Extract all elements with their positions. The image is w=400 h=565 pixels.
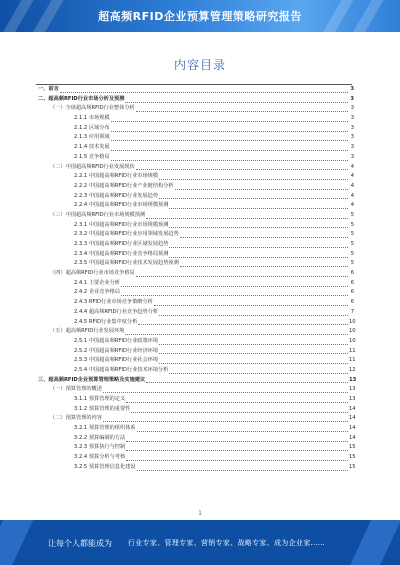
toc-entry-text: （二）预算管理的内容: [50, 415, 102, 422]
toc-leader-dots: [136, 106, 348, 112]
toc-leader-dots: [136, 164, 348, 170]
toc-entry[interactable]: [36, 337, 354, 347]
toc-entry-page: 6: [350, 279, 354, 286]
toc-entry-text: 3.1.2 预算管理的重要性: [74, 405, 131, 412]
toc-entry[interactable]: [36, 95, 354, 105]
toc-entry-text: （一）预算管理的概述: [50, 386, 102, 393]
toc-leader-dots: [169, 222, 348, 228]
toc-entry-text: 二、超高频RFID行业市场分析及预测: [38, 95, 125, 102]
toc-entry-page: 14: [349, 434, 356, 441]
toc-entry-page: 14: [349, 425, 356, 432]
toc-entry-text: 2.3.1 中国超高频RFID行业市场规模预测: [74, 221, 169, 228]
toc-entry-page: 4: [350, 182, 354, 189]
toc-entry-page: 4: [350, 173, 354, 180]
toc-entry[interactable]: [36, 279, 354, 289]
toc-entry-page: 5: [350, 241, 354, 247]
toc-entry[interactable]: [36, 163, 354, 173]
toc-leader-dots: [60, 87, 348, 93]
toc-leader-dots: [159, 174, 348, 180]
toc-entry[interactable]: [36, 230, 354, 240]
toc-entry-text: 2.3.2 中国超高频RFID行业应用领域发展趋势: [74, 231, 179, 238]
toc-entry-text: 2.4.1 主要企业分析: [74, 279, 120, 286]
toc-entry[interactable]: [36, 269, 354, 279]
toc-entry[interactable]: [36, 356, 354, 366]
toc-leader-dots: [111, 116, 348, 122]
toc-entry-page: 4: [350, 163, 354, 170]
toc-entry-text: 2.4.5 RFID行业集中度分析: [74, 318, 138, 325]
toc-entry-page: 14: [349, 415, 356, 422]
toc-entry-page: 7: [350, 308, 354, 315]
toc-entry-page: 6: [350, 270, 354, 277]
toc-entry-text: 2.1.3 应用领域: [74, 134, 110, 141]
toc-entry[interactable]: [36, 327, 354, 337]
toc-leader-dots: [154, 300, 348, 306]
toc-entry-page: 5: [350, 231, 354, 238]
toc-entry-text: 2.5.1 中国超高频RFID行业政策环境: [74, 337, 159, 344]
toc-leader-dots: [146, 213, 348, 219]
toc-entry[interactable]: [36, 347, 354, 357]
toc-entry-text: 2.5.4 中国超高频RFID行业技术环境分析: [74, 366, 169, 373]
toc-entry[interactable]: [36, 153, 354, 163]
toc-leader-dots: [169, 252, 348, 258]
toc-leader-dots: [111, 145, 348, 151]
toc-leader-dots: [125, 97, 348, 103]
toc-entry-text: 2.5.2 中国超高频RFID行业经济环境: [74, 347, 159, 354]
toc-leader-dots: [121, 281, 348, 287]
toc-entry[interactable]: [36, 182, 354, 192]
toc-entry[interactable]: [36, 201, 354, 211]
toc-leader-dots: [126, 397, 348, 403]
toc-entry-page: 5: [350, 250, 354, 257]
toc-entry[interactable]: [36, 124, 354, 134]
toc-entry[interactable]: [36, 385, 354, 395]
toc-entry-page: 3: [350, 115, 354, 122]
toc-entry-text: 2.1.1 市场规模: [74, 115, 110, 122]
toc-entry-text: 2.2.1 中国超高频RFID行业市场规模: [74, 173, 159, 180]
toc-entry-text: 2.2.2 中国超高频RFID行业产业链结构分析: [74, 182, 174, 189]
toc-leader-dots: [126, 445, 348, 451]
toc-entry[interactable]: [36, 259, 354, 269]
toc-entry-page: 3: [350, 124, 354, 131]
toc-entry-text: （五）超高频RFID行业发展环境: [50, 328, 125, 335]
toc-entry[interactable]: [36, 192, 354, 202]
toc-entry-page: 10: [349, 328, 356, 335]
toc-entry-text: 3.2.5 预算管理信息化建设: [74, 463, 136, 470]
toc-leader-dots: [159, 310, 348, 316]
toc-leader-dots: [137, 465, 348, 471]
footer-banner: [0, 520, 400, 565]
toc-entry[interactable]: [36, 133, 354, 143]
toc-entry-text: 2.2.3 中国超高频RFID行业发展趋势: [74, 192, 159, 199]
toc-entry-text: 2.3.3 中国超高频RFID行业区域发展趋势: [74, 241, 169, 247]
toc-entry-page: 3: [350, 153, 354, 160]
toc-leader-dots: [136, 271, 348, 277]
toc-entry-page: 3: [350, 86, 354, 92]
toc-leader-dots: [126, 455, 348, 461]
toc-entry[interactable]: [36, 414, 354, 424]
toc-leader-dots: [103, 416, 348, 422]
toc-entry-page: 13: [349, 396, 356, 402]
toc-leader-dots: [159, 339, 348, 345]
toc-leader-dots: [131, 407, 348, 413]
toc-entry-text: 2.4.3 RFID行业市场竞争策略分析: [74, 299, 153, 306]
toc-entry-text: 2.3.4 中国超高频RFID行业竞争格局预测: [74, 250, 169, 257]
toc-entry[interactable]: [36, 250, 354, 260]
toc-entry-text: 2.1.2 区域分布: [74, 124, 110, 131]
toc-leader-dots: [180, 232, 348, 238]
footer-slogan-left: 让每个人都能成为: [48, 539, 112, 548]
toc-entry[interactable]: [36, 211, 354, 221]
toc-entry[interactable]: [36, 85, 354, 95]
toc-entry-text: 3.1.1 预算管理的定义: [74, 396, 126, 402]
toc-entry[interactable]: [36, 376, 357, 386]
toc-leader-dots: [159, 358, 348, 364]
toc-entry-text: 3.2.4 预算分析与考核: [74, 454, 126, 461]
toc-entry[interactable]: [36, 318, 354, 328]
toc-entry[interactable]: [36, 424, 354, 434]
toc-entry[interactable]: [36, 405, 354, 415]
toc-entry-text: 3.2.3 预算执行与控制: [74, 444, 126, 451]
toc-leader-dots: [111, 126, 348, 132]
toc-entry-page: 5: [350, 211, 354, 218]
toc-entry-page: 13: [349, 386, 356, 393]
toc-leader-dots: [159, 348, 348, 354]
toc-entry[interactable]: [36, 434, 354, 444]
toc-entry[interactable]: [36, 453, 354, 463]
toc-entry-page: 5: [350, 260, 354, 267]
toc-entry-text: 2.2.4 中国超高频RFID行业市场规模预测: [74, 202, 169, 209]
toc-entry[interactable]: [36, 463, 354, 473]
toc-entry[interactable]: [36, 240, 354, 250]
toc-entry-text: （二）中国超高频RFID行业发展现状: [50, 163, 135, 170]
toc-entry[interactable]: [36, 366, 354, 376]
toc-leader-dots: [126, 436, 348, 442]
toc-entry-text: （一）全球超高频RFID行业整体分析: [50, 105, 135, 112]
toc-entry-text: 一、前言: [38, 86, 59, 92]
toc-leader-dots: [103, 387, 348, 393]
toc-entry[interactable]: [36, 395, 354, 405]
toc-entry-text: 2.5.3 中国超高频RFID行业社会环境: [74, 357, 159, 364]
toc-entry[interactable]: [36, 143, 354, 153]
toc-entry-page: 10: [349, 337, 356, 344]
toc-entry[interactable]: [36, 288, 354, 298]
toc-entry-page: 6: [350, 289, 354, 296]
toc-entry-page: 10: [349, 318, 356, 325]
toc-entry-page: 4: [350, 192, 354, 199]
toc-leader-dots: [138, 319, 348, 325]
toc-entry-page: 15: [349, 454, 356, 461]
toc-leader-dots: [121, 290, 348, 296]
toc-leader-dots: [111, 135, 348, 141]
toc-entry[interactable]: [36, 308, 354, 318]
toc-entry[interactable]: [36, 104, 354, 114]
header-banner: [0, 0, 400, 32]
toc-entry-page: 5: [350, 221, 354, 228]
toc-entry-page: 11: [349, 347, 356, 354]
toc-entry[interactable]: [36, 443, 354, 453]
toc-entry-page: 14: [349, 405, 356, 412]
toc-leader-dots: [180, 261, 348, 267]
toc-entry[interactable]: [36, 114, 354, 124]
toc-entry-page: 3: [350, 144, 354, 151]
footer-slogan-right: 行业专家、管理专家、营销专家、战略专家、成为企业家……: [128, 539, 326, 547]
toc-leader-dots: [137, 426, 348, 432]
report-title: 超高频RFID企业预算管理策略研究报告: [98, 10, 302, 23]
toc-entry-page: 3: [350, 95, 354, 102]
toc-entry-text: 2.1.5 竞争格局: [74, 153, 110, 160]
toc-entry-page: 3: [350, 134, 354, 141]
toc-leader-dots: [159, 193, 348, 199]
toc-heading: 内容目录: [173, 58, 226, 72]
toc-entry-page: 3: [350, 105, 354, 112]
toc-entry-text: 三、超高频RFID企业预算管理策略及实施建议: [38, 376, 146, 383]
toc-entry-text: 2.1.4 技术发展: [74, 144, 110, 151]
toc-entry-text: 2.4.4 超高频RFID行业竞争趋势分析: [74, 308, 159, 315]
toc-entry-text: 2.4.2 企业竞争格局: [74, 289, 120, 296]
toc-leader-dots: [169, 242, 348, 248]
toc-entry-text: （三）中国超高频RFID行业市场规模预测: [50, 211, 146, 218]
toc-entry[interactable]: [36, 298, 354, 308]
toc-leader-dots: [111, 155, 348, 161]
toc-entry-text: 2.3.5 中国超高频RFID行业技术发展趋势预测: [74, 260, 179, 267]
toc-leader-dots: [169, 203, 348, 209]
toc-entry-page: 15: [349, 463, 356, 470]
toc-entry-page: 13: [349, 376, 357, 383]
toc-entry-text: 3.2.1 预算管理的组织体系: [74, 425, 136, 432]
toc-entry-page: 6: [350, 299, 354, 306]
toc-entry-page: 11: [349, 357, 356, 364]
toc-entry-text: 3.2.2 预算编制的方法: [74, 434, 126, 441]
toc-entry-text: （四）超高频RFID行业市场竞争格局: [50, 270, 135, 277]
toc-leader-dots: [146, 377, 348, 383]
page-number: 1: [198, 510, 202, 517]
toc-entry-page: 12: [349, 366, 356, 373]
toc-leader-dots: [175, 184, 348, 190]
toc-entry-page: 4: [350, 202, 354, 209]
toc-entry[interactable]: [36, 172, 354, 182]
toc-leader-dots: [169, 368, 348, 374]
toc-entry[interactable]: [36, 221, 354, 231]
toc-leader-dots: [125, 329, 348, 335]
toc-entry-page: 15: [349, 444, 356, 451]
table-of-contents: [36, 85, 357, 473]
